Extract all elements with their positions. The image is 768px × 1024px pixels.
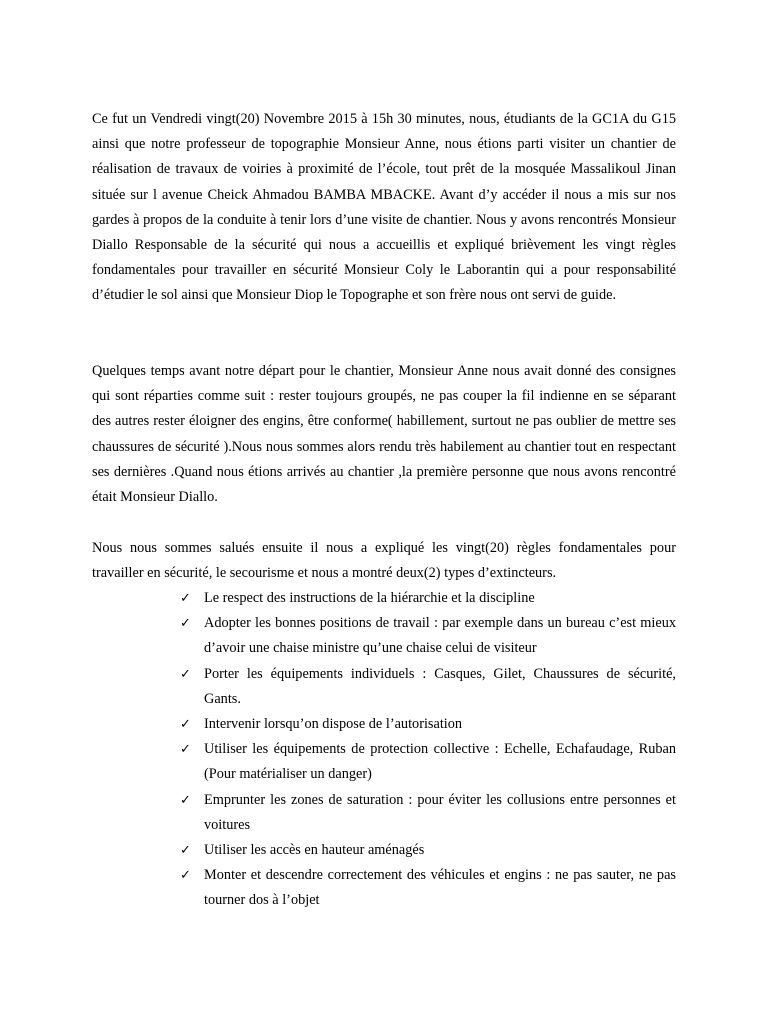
- checkmark-icon: ✓: [180, 792, 191, 808]
- checklist-item-text: Emprunter les zones de saturation : pour éviter les collusions entre personnes et voitures: [204, 791, 676, 833]
- checkmark-icon: ✓: [180, 717, 191, 733]
- checklist-item: [180, 863, 676, 913]
- checkmark-icon: ✓: [180, 591, 191, 606]
- safety-rules-checklist: [180, 586, 676, 914]
- checkmark-icon: ✓: [180, 868, 191, 884]
- checklist-item-text: Utiliser les accès en hauteur aménagés: [204, 842, 425, 859]
- checklist-item: [180, 586, 676, 611]
- paragraph-rules-intro: Nous nous sommes salués ensuite il nous a expliqué les vingt(20) règles fondamentales pour travailler en sécurité, le secourisme et nous a montré deux(2) types d’extincteurs.: [92, 540, 676, 582]
- checkmark-icon: ✓: [180, 666, 191, 682]
- checklist-item: [180, 788, 676, 838]
- checklist-item-text: Utiliser les équipements de protection collective : Echelle, Echafaudage, Ruban (Pour matérialiser un danger): [204, 741, 676, 783]
- checklist-item-text: Monter et descendre correctement des véhicules et engins : ne pas sauter, ne pas tourner dos à l’objet: [204, 867, 676, 909]
- checklist-item-text: Intervenir lorsqu’on dispose de l’autorisation: [204, 716, 463, 733]
- checklist-item: [180, 662, 676, 712]
- paragraph-visit-intro: Ce fut un Vendredi vingt(20) Novembre 2015 à 15h 30 minutes, nous, étudiants de la GC1A du G15 ainsi que notre professeur de topographie Monsieur Anne, nous étions parti visiter un chantier de réalisation de travaux de voiries à proximité de l’école, tout prêt de la mosquée Massalikoul Jinan située sur l avenue Cheick Ahmadou BAMBA MBACKE. Avant d’y accéder il nous a mis sur nos gardes à propos de la conduite à tenir lors d’une visite de chantier. Nous y avons rencontrés Monsieur Diallo Responsable de la sécurité qui nous a accueillis et expliqué brièvement les vingt règles fondamentales pour travailler en sécurité Monsieur Coly le Laborantin qui a pour responsabilité d’étudier le sol ainsi que Monsieur Diop le Topographe et son frère nous ont servi de guide.: [92, 111, 676, 304]
- checkmark-icon: ✓: [180, 742, 191, 758]
- checkmark-icon: ✓: [180, 843, 191, 859]
- checklist-item: [180, 611, 676, 661]
- checklist-item: [180, 712, 676, 737]
- checklist-item: [180, 838, 676, 863]
- checklist-item-text: Le respect des instructions de la hiérarchie et la discipline: [204, 590, 535, 606]
- paragraph-safety-instructions: Quelques temps avant notre départ pour le chantier, Monsieur Anne nous avait donné des consignes qui sont réparties comme suit : rester toujours groupés, ne pas couper la fil indienne en se séparant des autres rester éloigner des engins, être conforme( habillement, surtout ne pas oublier de mettre ses chaussures de sécurité ).Nous nous sommes alors rendu très habilement au chantier tout en respectant ses dernières .Quand nous étions arrivés au chantier ,la première personne que nous avons rencontré était Monsieur Diallo.: [92, 363, 676, 506]
- checklist-item: [180, 737, 676, 787]
- checkmark-icon: ✓: [180, 616, 191, 632]
- checklist-item-text: Porter les équipements individuels : Casques, Gilet, Chaussures de sécurité, Gants.: [204, 665, 676, 707]
- checklist-item-text: Adopter les bonnes positions de travail : par exemple dans un bureau c’est mieux d’avoir une chaise ministre qu’une chaise celui de visiteur: [204, 615, 676, 657]
